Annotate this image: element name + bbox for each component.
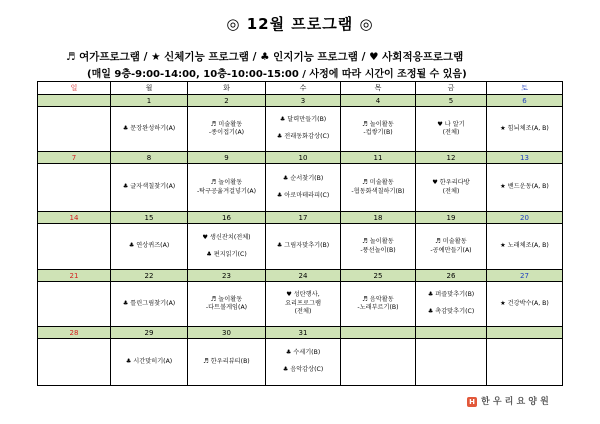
date-row	[38, 327, 563, 339]
program-entry: ♥ 생신잔치(전체)	[202, 233, 251, 241]
date-row	[38, 212, 563, 224]
program-entry: ★ 노래체조(A, B)	[500, 242, 549, 250]
program-entry: -협동화색칠하기(B)	[351, 187, 405, 195]
program-entry: ♣ 문장완성하기(A)	[122, 124, 176, 132]
day-cell	[38, 107, 111, 152]
program-row	[38, 339, 563, 386]
date-number: 23	[188, 270, 266, 282]
date-number: 5	[416, 95, 487, 107]
day-cell	[266, 107, 341, 152]
date-row	[38, 152, 563, 164]
program-entry: ♣ 그림자맞추기(B)	[276, 242, 330, 250]
date-number	[416, 327, 487, 339]
program-entry: ♥ 한우리다방	[432, 179, 470, 186]
date-number: 9	[188, 152, 266, 164]
program-entry	[266, 125, 340, 134]
date-number	[341, 327, 416, 339]
day-cell	[416, 107, 487, 152]
program-row	[38, 164, 563, 212]
program-entry: ♣ 틀린그림찾기(A)	[122, 299, 176, 307]
program-entry: ♣ 연상퀴즈(A)	[128, 242, 170, 250]
day-cell	[341, 164, 416, 212]
day-cell	[416, 282, 487, 327]
date-number: 28	[38, 327, 111, 339]
program-entry: ★ 밴드운동(A, B)	[500, 183, 549, 191]
date-number: 22	[111, 270, 188, 282]
program-entry: ♣ 달력만들기(B)	[279, 116, 327, 124]
program-entry: ♣ 전래동화감상(C)	[276, 133, 330, 141]
program-entry: ♬ 놀이활동	[362, 238, 394, 245]
program-entry: ★ 건강박수(A, B)	[500, 299, 549, 307]
day-cell	[38, 164, 111, 212]
day-cell	[38, 224, 111, 270]
program-entry: ♬ 미술활동	[210, 120, 243, 128]
program-entry: ♬ 놀이활동	[210, 295, 243, 303]
date-number	[38, 95, 111, 107]
program-entry: (전체)	[442, 187, 460, 195]
program-entry: ♬ 미술활동	[435, 238, 467, 245]
day-cell	[416, 339, 487, 386]
day-cell	[341, 282, 416, 327]
program-entry: ♬ 음악활동	[362, 295, 394, 303]
program-entry: ♣ 글자색칠찾기(A)	[122, 183, 176, 191]
program-entry: ♣ 퍼즐맞추기(B)	[427, 291, 475, 299]
date-number: 15	[111, 212, 188, 224]
program-entry: ♣ 음악감상(C)	[282, 366, 324, 374]
date-number: 14	[38, 212, 111, 224]
program-entry: ♣ 시간맞히기(A)	[125, 357, 173, 365]
day-cell	[266, 282, 341, 327]
date-row	[38, 270, 563, 282]
program-row	[38, 224, 563, 270]
date-number: 24	[266, 270, 341, 282]
weekday-header-row	[38, 82, 563, 95]
program-entry: ♬ 놀이활동	[210, 179, 243, 186]
day-cell	[487, 107, 563, 152]
date-number: 12	[416, 152, 487, 164]
program-row	[38, 282, 563, 327]
date-number: 11	[341, 152, 416, 164]
program-entry: ♬ 한우리뷰티(B)	[203, 357, 250, 365]
day-cell	[266, 224, 341, 270]
date-number: 1	[111, 95, 188, 107]
day-cell	[266, 339, 341, 386]
date-number: 29	[111, 327, 188, 339]
date-number: 13	[487, 152, 563, 164]
day-cell	[38, 339, 111, 386]
schedule-note: (매일 9층-9:00-14:00, 10층-10:00-15:00 / 사정에 따라 시간이 조정될 수 있음)	[87, 69, 467, 80]
day-cell	[111, 107, 188, 152]
program-row	[38, 107, 563, 152]
weekday-label: 수	[266, 82, 341, 95]
date-number: 27	[487, 270, 563, 282]
program-entry: -종이접기(A)	[208, 129, 245, 136]
program-entry: (전체)	[294, 308, 312, 316]
date-number: 7	[38, 152, 111, 164]
day-cell	[487, 282, 563, 327]
day-cell	[188, 282, 266, 327]
program-legend: ♬ 여가프로그램 / ★ 신체기능 프로그램 / ♣ 인지기능 프로그램 / ♥ 사회적응프로그램	[66, 51, 464, 63]
day-cell	[487, 164, 563, 212]
page-title: ◎ 12월 프로그램 ◎	[226, 15, 374, 33]
date-number: 16	[188, 212, 266, 224]
date-number	[487, 327, 563, 339]
program-entry	[266, 183, 340, 192]
program-entry: ♥ 나 알기	[437, 120, 465, 128]
date-number: 6	[487, 95, 563, 107]
program-entry: -컵쌓기(B)	[363, 129, 393, 136]
day-cell	[188, 224, 266, 270]
program-entry: ♬ 미술활동	[362, 179, 394, 186]
day-cell	[341, 107, 416, 152]
program-entry	[188, 242, 265, 251]
day-cell	[188, 107, 266, 152]
day-cell	[188, 164, 266, 212]
day-cell	[416, 164, 487, 212]
date-number: 3	[266, 95, 341, 107]
day-cell	[111, 282, 188, 327]
weekday-label: 일	[38, 82, 111, 95]
date-number: 25	[341, 270, 416, 282]
date-number: 31	[266, 327, 341, 339]
program-entry: ♣ 편지읽기(C)	[206, 250, 247, 258]
program-entry: ★ 힘뇌체조(A, B)	[500, 124, 549, 132]
program-entry: -풍선놀이(B)	[360, 246, 396, 254]
day-cell	[341, 339, 416, 386]
day-cell	[111, 339, 188, 386]
day-cell	[341, 224, 416, 270]
day-cell	[487, 224, 563, 270]
program-entry: -노래부르기(B)	[357, 304, 399, 311]
weekday-label: 금	[416, 82, 487, 95]
date-number: 19	[416, 212, 487, 224]
program-entry	[416, 300, 486, 309]
weekday-label: 월	[111, 82, 188, 95]
weekday-label: 토	[487, 82, 563, 95]
program-entry: 요리프로그램	[285, 299, 321, 307]
day-cell	[487, 339, 563, 386]
date-number: 18	[341, 212, 416, 224]
program-entry: ♥ 성탄행사,	[286, 291, 320, 299]
weekday-label: 목	[341, 82, 416, 95]
date-row	[38, 95, 563, 107]
date-number: 4	[341, 95, 416, 107]
date-number: 20	[487, 212, 563, 224]
weekday-label: 화	[188, 82, 266, 95]
date-number: 2	[188, 95, 266, 107]
day-cell	[38, 282, 111, 327]
program-entry	[266, 358, 340, 367]
logo-text: 한 우 리 요 양 원	[481, 397, 549, 407]
logo-mark-icon: H	[467, 397, 477, 407]
date-number: 26	[416, 270, 487, 282]
program-entry: ♣ 순서찾기(B)	[282, 174, 324, 182]
program-entry: ♣ 촉감맞추기(C)	[427, 308, 475, 316]
program-entry: -공예만들기(A)	[430, 246, 472, 254]
date-number: 30	[188, 327, 266, 339]
calendar-table	[37, 81, 563, 386]
program-entry: -탁구공옮겨걸넣기(A)	[196, 187, 257, 195]
date-number: 21	[38, 270, 111, 282]
day-cell	[266, 164, 341, 212]
day-cell	[416, 224, 487, 270]
program-entry: ♬ 놀이활동	[362, 120, 394, 128]
program-entry: ♣ 수세기(B)	[285, 349, 321, 357]
program-entry: -다트볼게임(A)	[205, 304, 248, 311]
date-number: 10	[266, 152, 341, 164]
day-cell	[111, 164, 188, 212]
day-cell	[188, 339, 266, 386]
date-number: 17	[266, 212, 341, 224]
program-entry: ♣ 아로마테라피(C)	[276, 191, 330, 199]
care-home-logo	[467, 394, 549, 407]
day-cell	[111, 224, 188, 270]
program-entry: (전체)	[442, 129, 460, 136]
date-number: 8	[111, 152, 188, 164]
